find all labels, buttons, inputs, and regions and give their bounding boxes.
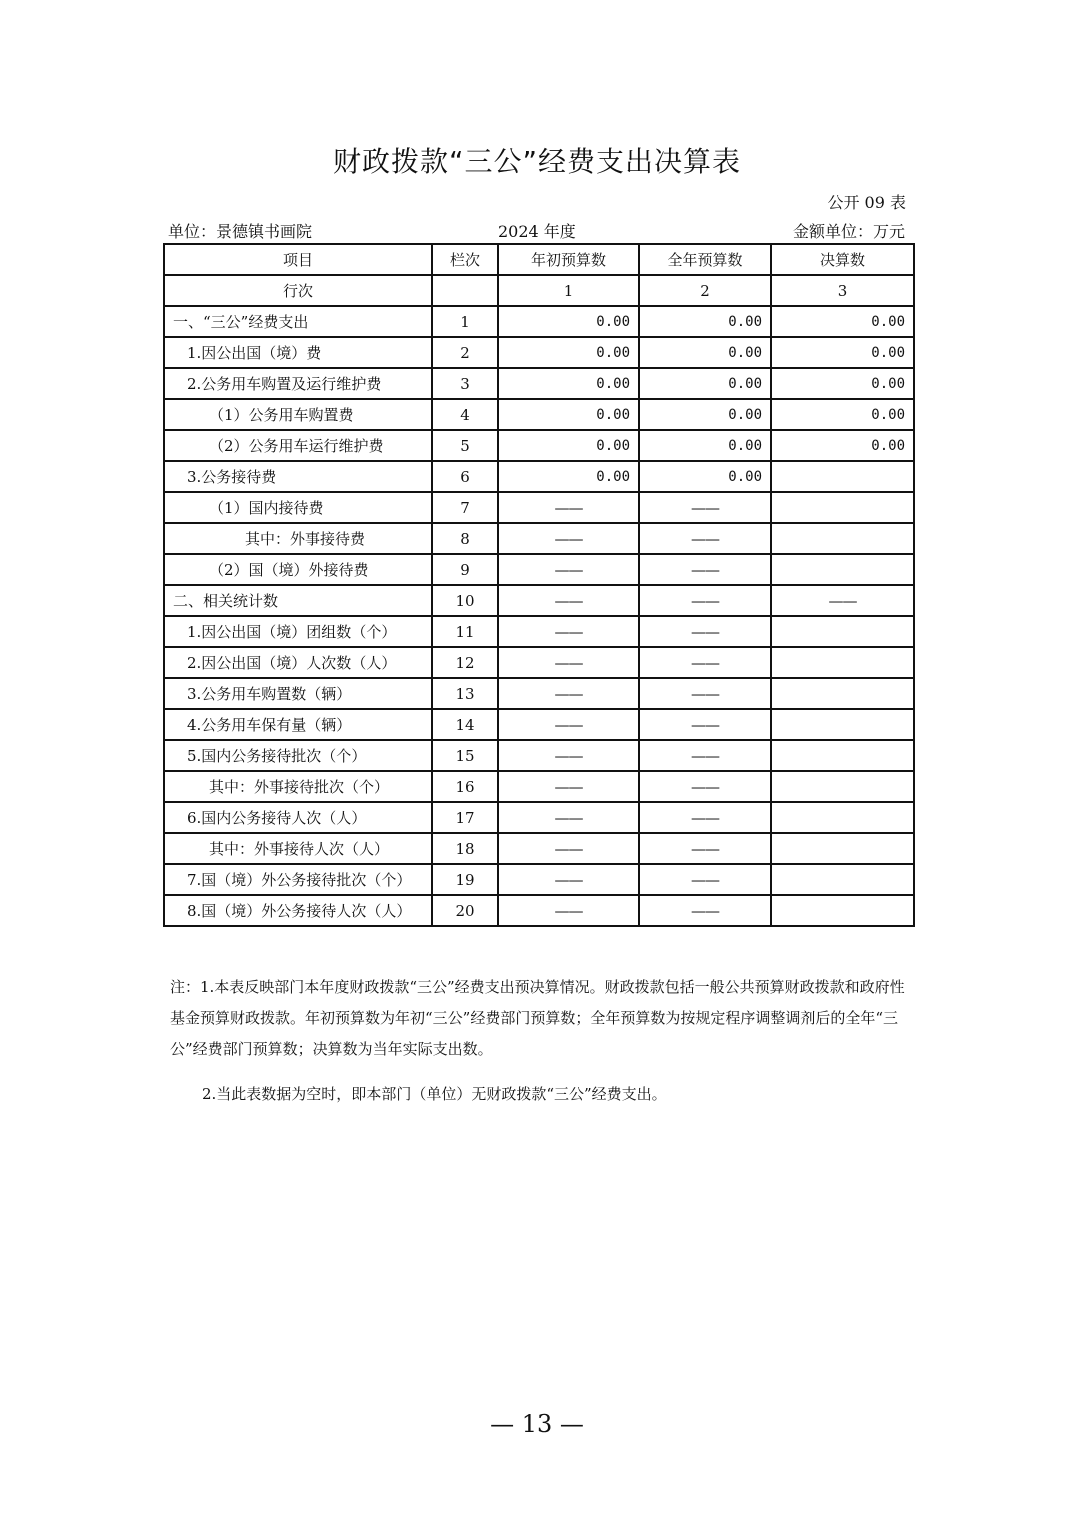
- table-row: [164, 399, 914, 430]
- row-item-cell: 6.国内公务接待人次（人）: [164, 802, 432, 833]
- row-full-year-budget-cell: 0.00: [639, 368, 771, 399]
- row-full-year-budget-cell: ——: [639, 771, 771, 802]
- row-line-cell: 14: [432, 709, 498, 740]
- row-initial-budget-cell: ——: [498, 647, 639, 678]
- table-row: [164, 337, 914, 368]
- row-line-cell: 11: [432, 616, 498, 647]
- table-row: [164, 833, 914, 864]
- row-full-year-budget-cell: 0.00: [639, 399, 771, 430]
- page-title: 财政拨款“三公”经费支出决算表: [332, 145, 741, 178]
- row-item-cell: 二、相关统计数: [164, 585, 432, 616]
- row-final-account-cell: [771, 895, 914, 926]
- form-number: 公开 09 表: [827, 193, 906, 212]
- row-item-cell: （2）公务用车运行维护费: [164, 430, 432, 461]
- row-line-cell: 1: [432, 306, 498, 337]
- row-item-cell: 5.国内公务接待批次（个）: [164, 740, 432, 771]
- row-initial-budget-cell: 0.00: [498, 399, 639, 430]
- row-item-cell: （1）公务用车购置费: [164, 399, 432, 430]
- table-row: [164, 647, 914, 678]
- table-row: [164, 523, 914, 554]
- row-final-account-cell: [771, 492, 914, 523]
- row-final-account-cell: 0.00: [771, 306, 914, 337]
- table-row: [164, 306, 914, 337]
- table-row: [164, 492, 914, 523]
- row-item-cell: 其中：外事接待费: [164, 523, 432, 554]
- header-final-account: 决算数: [771, 244, 914, 275]
- row-full-year-budget-cell: 0.00: [639, 461, 771, 492]
- table-row: [164, 802, 914, 833]
- row-final-account-cell: [771, 771, 914, 802]
- row-item-cell: 2.因公出国（境）人次数（人）: [164, 647, 432, 678]
- row-final-account-cell: ——: [771, 585, 914, 616]
- row-line-cell: 13: [432, 678, 498, 709]
- row-item-cell: 7.国（境）外公务接待批次（个）: [164, 864, 432, 895]
- row-initial-budget-cell: ——: [498, 616, 639, 647]
- table-row: [164, 585, 914, 616]
- row-final-account-cell: [771, 709, 914, 740]
- subheader-col2: 2: [639, 275, 771, 306]
- row-line-cell: 12: [432, 647, 498, 678]
- row-final-account-cell: [771, 802, 914, 833]
- row-item-cell: 4.公务用车保有量（辆）: [164, 709, 432, 740]
- row-final-account-cell: [771, 523, 914, 554]
- row-initial-budget-cell: 0.00: [498, 461, 639, 492]
- table-row: [164, 368, 914, 399]
- row-line-cell: 4: [432, 399, 498, 430]
- row-full-year-budget-cell: ——: [639, 647, 771, 678]
- row-initial-budget-cell: ——: [498, 771, 639, 802]
- currency-unit-label: 金额单位：万元: [792, 222, 905, 241]
- row-initial-budget-cell: ——: [498, 678, 639, 709]
- table-header-row: [164, 244, 914, 275]
- row-line-cell: 9: [432, 554, 498, 585]
- row-full-year-budget-cell: ——: [639, 833, 771, 864]
- row-line-cell: 7: [432, 492, 498, 523]
- row-final-account-cell: 0.00: [771, 337, 914, 368]
- row-full-year-budget-cell: ——: [639, 895, 771, 926]
- table-subheader-row: [164, 275, 914, 306]
- row-line-cell: 8: [432, 523, 498, 554]
- row-final-account-cell: [771, 833, 914, 864]
- row-line-cell: 18: [432, 833, 498, 864]
- row-initial-budget-cell: ——: [498, 895, 639, 926]
- table-row: [164, 864, 914, 895]
- row-item-cell: 3.公务用车购置数（辆）: [164, 678, 432, 709]
- subheader-blank: [432, 275, 498, 306]
- row-full-year-budget-cell: 0.00: [639, 306, 771, 337]
- header-line: 栏次: [432, 244, 498, 275]
- row-full-year-budget-cell: ——: [639, 678, 771, 709]
- table-row: [164, 616, 914, 647]
- row-initial-budget-cell: ——: [498, 709, 639, 740]
- year-label: 2024 年度: [498, 222, 576, 241]
- row-initial-budget-cell: ——: [498, 833, 639, 864]
- page-number: — 13 —: [490, 1410, 584, 1438]
- row-line-cell: 16: [432, 771, 498, 802]
- table-row: [164, 554, 914, 585]
- row-full-year-budget-cell: ——: [639, 740, 771, 771]
- row-initial-budget-cell: 0.00: [498, 430, 639, 461]
- row-item-cell: 1.因公出国（境）费: [164, 337, 432, 368]
- row-full-year-budget-cell: ——: [639, 709, 771, 740]
- row-line-cell: 3: [432, 368, 498, 399]
- row-full-year-budget-cell: 0.00: [639, 430, 771, 461]
- row-final-account-cell: [771, 554, 914, 585]
- header-full-year-budget: 全年预算数: [639, 244, 771, 275]
- subheader-col3: 3: [771, 275, 914, 306]
- subheader-label: 行次: [164, 275, 432, 306]
- row-initial-budget-cell: 0.00: [498, 337, 639, 368]
- table-row: [164, 895, 914, 926]
- row-line-cell: 5: [432, 430, 498, 461]
- row-line-cell: 20: [432, 895, 498, 926]
- meta-row: [168, 219, 905, 241]
- note-2: 2.当此表数据为空时，即本部门（单位）无财政拨款“三公”经费支出。: [202, 1085, 667, 1103]
- note-1: 注：1.本表反映部门本年度财政拨款“三公”经费支出预决算情况。财政拨款包括一般公共预算财政拨款和政府性基金预算财政拨款。年初预算数为年初“三公”经费部门预算数；全年预算数为按规定程序调整调剂后的全年“三公”经费部门预算数；决算数为当年实际支出数。: [170, 978, 905, 1058]
- row-line-cell: 2: [432, 337, 498, 368]
- row-full-year-budget-cell: ——: [639, 585, 771, 616]
- row-full-year-budget-cell: ——: [639, 492, 771, 523]
- table-row: [164, 740, 914, 771]
- row-final-account-cell: 0.00: [771, 399, 914, 430]
- row-final-account-cell: 0.00: [771, 430, 914, 461]
- row-final-account-cell: [771, 864, 914, 895]
- table-row: [164, 771, 914, 802]
- row-item-cell: 其中：外事接待人次（人）: [164, 833, 432, 864]
- row-full-year-budget-cell: ——: [639, 554, 771, 585]
- row-item-cell: （1）国内接待费: [164, 492, 432, 523]
- table-row: [164, 430, 914, 461]
- row-item-cell: 8.国（境）外公务接待人次（人）: [164, 895, 432, 926]
- row-line-cell: 17: [432, 802, 498, 833]
- header-item: 项目: [164, 244, 432, 275]
- row-line-cell: 10: [432, 585, 498, 616]
- unit-label: 单位：景德镇书画院: [168, 222, 313, 241]
- row-line-cell: 19: [432, 864, 498, 895]
- row-initial-budget-cell: ——: [498, 554, 639, 585]
- row-full-year-budget-cell: ——: [639, 616, 771, 647]
- row-initial-budget-cell: ——: [498, 585, 639, 616]
- row-initial-budget-cell: ——: [498, 740, 639, 771]
- table-row: [164, 461, 914, 492]
- table-row: [164, 678, 914, 709]
- row-full-year-budget-cell: 0.00: [639, 337, 771, 368]
- row-final-account-cell: [771, 461, 914, 492]
- row-item-cell: 2.公务用车购置及运行维护费: [164, 368, 432, 399]
- row-initial-budget-cell: ——: [498, 492, 639, 523]
- row-item-cell: （2）国（境）外接待费: [164, 554, 432, 585]
- header-initial-budget: 年初预算数: [498, 244, 639, 275]
- subheader-col1: 1: [498, 275, 639, 306]
- row-item-cell: 其中：外事接待批次（个）: [164, 771, 432, 802]
- row-full-year-budget-cell: ——: [639, 864, 771, 895]
- row-initial-budget-cell: 0.00: [498, 306, 639, 337]
- row-full-year-budget-cell: ——: [639, 523, 771, 554]
- table-row: [164, 709, 914, 740]
- row-final-account-cell: [771, 678, 914, 709]
- row-final-account-cell: [771, 647, 914, 678]
- row-final-account-cell: [771, 740, 914, 771]
- row-item-cell: 3.公务接待费: [164, 461, 432, 492]
- notes: [170, 972, 906, 1110]
- row-line-cell: 6: [432, 461, 498, 492]
- row-initial-budget-cell: 0.00: [498, 368, 639, 399]
- row-final-account-cell: [771, 616, 914, 647]
- row-full-year-budget-cell: ——: [639, 802, 771, 833]
- expense-table: [163, 243, 915, 927]
- row-initial-budget-cell: ——: [498, 802, 639, 833]
- row-line-cell: 15: [432, 740, 498, 771]
- row-final-account-cell: 0.00: [771, 368, 914, 399]
- row-item-cell: 一、“三公”经费支出: [164, 306, 432, 337]
- row-initial-budget-cell: ——: [498, 523, 639, 554]
- row-item-cell: 1.因公出国（境）团组数（个）: [164, 616, 432, 647]
- row-initial-budget-cell: ——: [498, 864, 639, 895]
